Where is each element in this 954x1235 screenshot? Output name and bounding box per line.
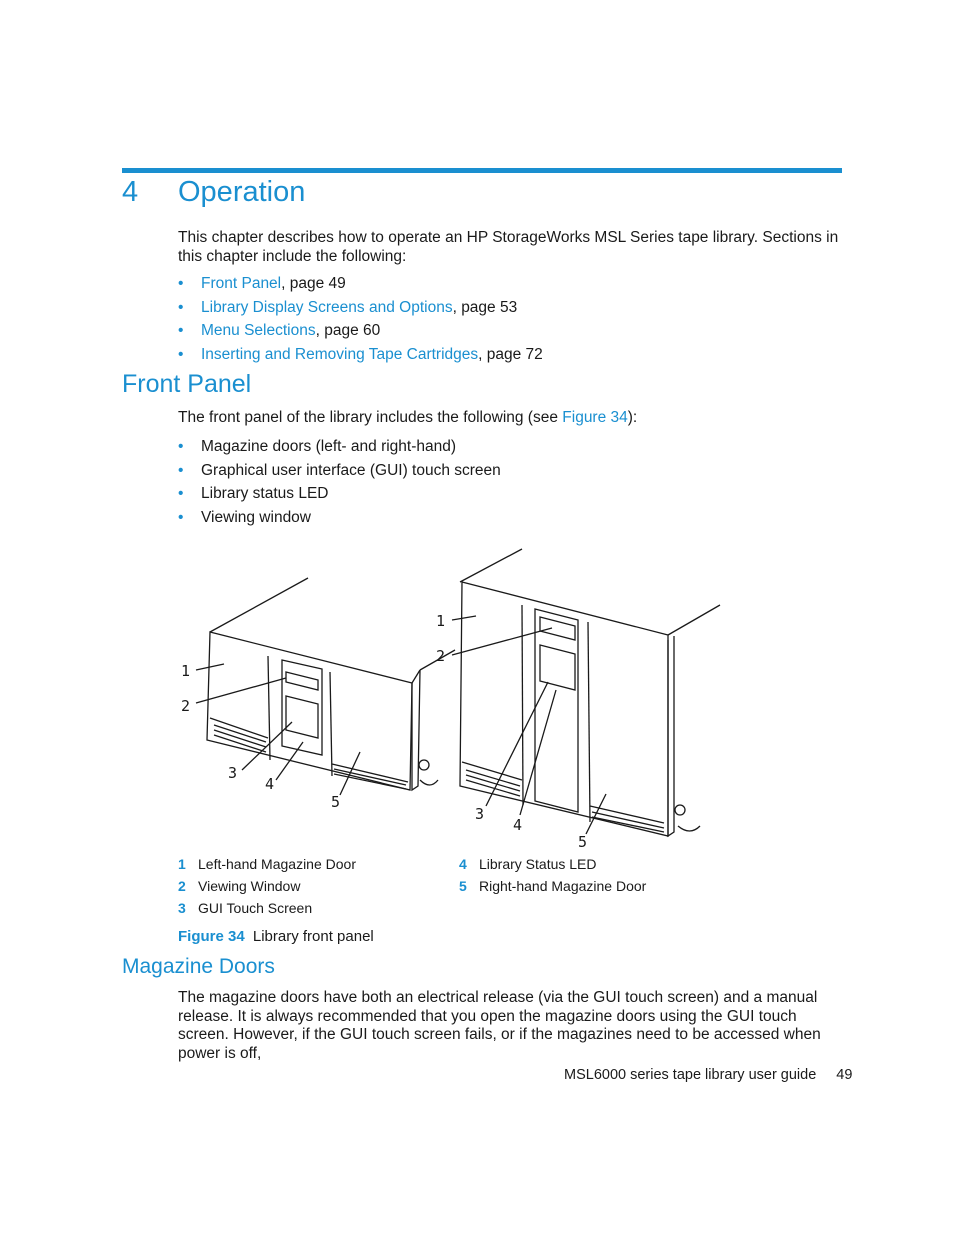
page-footer <box>564 1067 852 1083</box>
magazine-doors-paragraph: The magazine doors have both an electrical release (via the GUI touch screen) and a manual release. It is always recommended that you open the magazine doors using the GUI touch screen. However, if the GUI touch screen fails, or if the magazines need to be accessed when power is off, <box>178 989 821 1062</box>
section-list <box>178 275 543 369</box>
legend-item-4: 4 Library Status LED <box>459 856 597 872</box>
figure-34-link[interactable]: Figure 34 <box>562 409 628 426</box>
callout-leaders <box>196 616 606 834</box>
callout-4-left: 4 <box>265 775 275 793</box>
list-item: • Library Display Screens and Options, page 53 <box>178 299 543 323</box>
callout-numbers <box>181 612 587 851</box>
list-item: • Library status LED <box>178 485 501 509</box>
page-number: 49 <box>836 1067 853 1083</box>
callout-2-right: 2 <box>436 647 446 665</box>
chapter-number: 4 <box>122 176 139 208</box>
callout-3-right: 3 <box>475 805 485 823</box>
footer-title: MSL6000 series tape library user guide <box>564 1067 817 1083</box>
small-library-drawing <box>207 578 455 790</box>
callout-5-left: 5 <box>331 793 341 811</box>
list-item: • Magazine doors (left- and right-hand) <box>178 438 501 462</box>
legend-item-3: 3 GUI Touch Screen <box>178 900 313 916</box>
list-item: • Menu Selections, page 60 <box>178 322 543 346</box>
legend-item-5: 5 Right-hand Magazine Door <box>459 878 647 894</box>
callout-3-left: 3 <box>228 764 238 782</box>
front-panel-heading: Front Panel <box>122 370 252 398</box>
legend-item-2: 2 Viewing Window <box>178 878 301 894</box>
front-panel-intro: The front panel of the library includes the following (see Figure 34): <box>178 409 638 426</box>
chapter-rule <box>122 168 842 173</box>
callout-2-left: 2 <box>181 697 191 715</box>
list-item: • Graphical user interface (GUI) touch screen <box>178 462 501 486</box>
legend-item-1: 1 Left-hand Magazine Door <box>178 856 356 872</box>
link-library-display[interactable]: Library Display Screens and Options <box>201 298 453 316</box>
link-menu-selections[interactable]: Menu Selections <box>201 322 316 339</box>
link-inserting-removing[interactable]: Inserting and Removing Tape Cartridges <box>201 345 479 363</box>
tall-library-drawing <box>460 549 720 836</box>
chapter-title: Operation <box>178 176 306 208</box>
list-item: • Front Panel, page 49 <box>178 275 543 299</box>
callout-1-left: 1 <box>181 662 191 680</box>
list-item: • Viewing window <box>178 509 501 533</box>
library-front-panel-illustration <box>170 545 730 855</box>
figure-caption: Figure 34 Library front panel <box>178 928 374 945</box>
link-front-panel[interactable]: Front Panel <box>201 275 282 292</box>
callout-5-right: 5 <box>578 833 588 851</box>
intro-paragraph: This chapter describes how to operate an HP StorageWorks MSL Series tape library. Sections in this chapter include the following: <box>178 229 839 265</box>
callout-1-right: 1 <box>436 612 446 630</box>
magazine-doors-heading: Magazine Doors <box>122 955 275 978</box>
list-item: • Inserting and Removing Tape Cartridges, page 72 <box>178 346 543 370</box>
front-panel-list <box>178 438 501 532</box>
callout-4-right: 4 <box>513 816 523 834</box>
